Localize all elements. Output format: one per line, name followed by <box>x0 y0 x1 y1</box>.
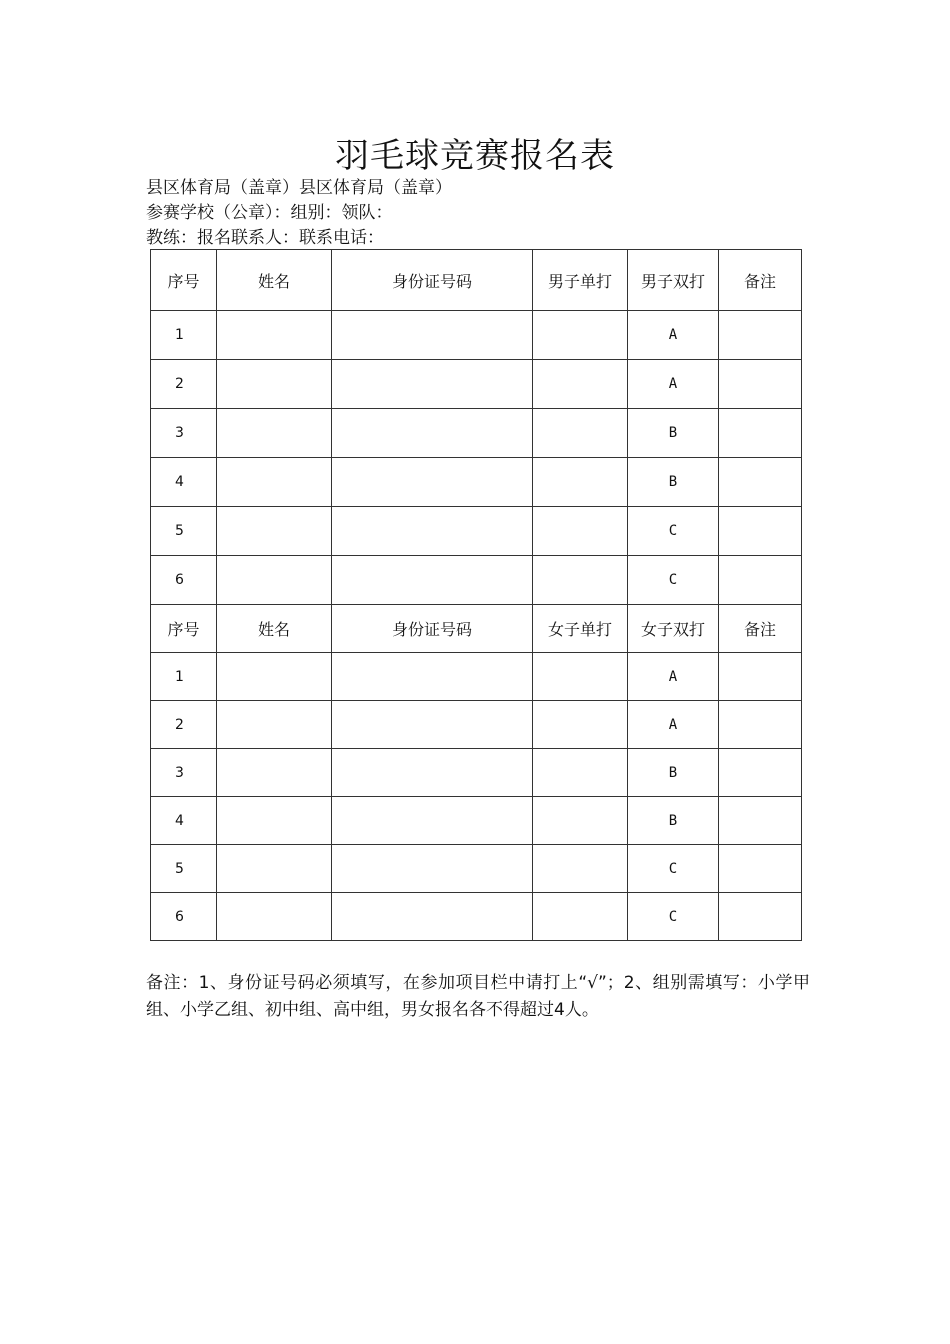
singles-cell[interactable] <box>533 556 628 605</box>
table-row <box>151 701 802 749</box>
row-number: 5 <box>151 845 217 893</box>
table-row <box>151 556 802 605</box>
table-row <box>151 797 802 845</box>
id-number-cell[interactable] <box>332 311 533 360</box>
name-cell[interactable] <box>217 409 332 458</box>
registration-table <box>150 249 802 941</box>
remarks-cell[interactable] <box>719 507 802 556</box>
row-number: 3 <box>151 409 217 458</box>
id-number-cell[interactable] <box>332 893 533 941</box>
id-number-cell[interactable] <box>332 653 533 701</box>
doubles-group-cell[interactable]: C <box>628 507 719 556</box>
doubles-group-cell[interactable]: A <box>628 360 719 409</box>
doubles-group-cell[interactable]: C <box>628 845 719 893</box>
name-cell[interactable] <box>217 360 332 409</box>
table-row <box>151 311 802 360</box>
men-header-row <box>151 250 802 311</box>
remarks-cell[interactable] <box>719 893 802 941</box>
remarks-cell[interactable] <box>719 701 802 749</box>
col-header-name: 姓名 <box>217 605 332 653</box>
header-line-coach: 教练：报名联系人：联系电话： <box>146 228 384 248</box>
table-row <box>151 458 802 507</box>
remarks-cell[interactable] <box>719 311 802 360</box>
doubles-group-cell[interactable]: B <box>628 797 719 845</box>
doubles-group-cell[interactable]: A <box>628 653 719 701</box>
col-header-id-number: 身份证号码 <box>332 250 533 311</box>
singles-cell[interactable] <box>533 458 628 507</box>
id-number-cell[interactable] <box>332 749 533 797</box>
singles-cell[interactable] <box>533 701 628 749</box>
singles-cell[interactable] <box>533 507 628 556</box>
name-cell[interactable] <box>217 749 332 797</box>
singles-cell[interactable] <box>533 311 628 360</box>
remarks-cell[interactable] <box>719 458 802 507</box>
col-header-men-singles: 男子单打 <box>533 250 628 311</box>
row-number: 5 <box>151 507 217 556</box>
id-number-cell[interactable] <box>332 507 533 556</box>
remarks-cell[interactable] <box>719 556 802 605</box>
women-header-row <box>151 605 802 653</box>
singles-cell[interactable] <box>533 845 628 893</box>
name-cell[interactable] <box>217 507 332 556</box>
id-number-cell[interactable] <box>332 409 533 458</box>
row-number: 1 <box>151 311 217 360</box>
id-number-cell[interactable] <box>332 458 533 507</box>
row-number: 2 <box>151 701 217 749</box>
singles-cell[interactable] <box>533 409 628 458</box>
col-header-name: 姓名 <box>217 250 332 311</box>
doubles-group-cell[interactable]: C <box>628 893 719 941</box>
remarks-cell[interactable] <box>719 749 802 797</box>
row-number: 1 <box>151 653 217 701</box>
footnote: 备注：1、身份证号码必须填写，在参加项目栏中请打上“√”；2、组别需填写：小学甲组、小学乙组、初中组、高中组，男女报名各不得超过4人。 <box>146 973 810 1020</box>
singles-cell[interactable] <box>533 797 628 845</box>
table-row <box>151 845 802 893</box>
name-cell[interactable] <box>217 458 332 507</box>
remarks-cell[interactable] <box>719 845 802 893</box>
row-number: 2 <box>151 360 217 409</box>
row-number: 4 <box>151 797 217 845</box>
row-number: 6 <box>151 556 217 605</box>
doubles-group-cell[interactable]: B <box>628 458 719 507</box>
col-header-men-doubles: 男子双打 <box>628 250 719 311</box>
name-cell[interactable] <box>217 653 332 701</box>
name-cell[interactable] <box>217 701 332 749</box>
col-header-no: 序号 <box>151 605 217 653</box>
col-header-remarks: 备注 <box>719 250 802 311</box>
doubles-group-cell[interactable]: B <box>628 409 719 458</box>
row-number: 3 <box>151 749 217 797</box>
table-row <box>151 507 802 556</box>
col-header-women-doubles: 女子双打 <box>628 605 719 653</box>
header-line-school: 参赛学校（公章）：组别：领队： <box>146 203 393 223</box>
id-number-cell[interactable] <box>332 797 533 845</box>
col-header-no: 序号 <box>151 250 217 311</box>
singles-cell[interactable] <box>533 360 628 409</box>
remarks-cell[interactable] <box>719 409 802 458</box>
remarks-cell[interactable] <box>719 360 802 409</box>
page-title: 羽毛球竞赛报名表 <box>335 136 615 176</box>
table-row <box>151 409 802 458</box>
doubles-group-cell[interactable]: B <box>628 749 719 797</box>
doubles-group-cell[interactable]: A <box>628 311 719 360</box>
table-row <box>151 749 802 797</box>
row-number: 4 <box>151 458 217 507</box>
remarks-cell[interactable] <box>719 797 802 845</box>
table-row <box>151 893 802 941</box>
name-cell[interactable] <box>217 311 332 360</box>
doubles-group-cell[interactable]: A <box>628 701 719 749</box>
remarks-cell[interactable] <box>719 653 802 701</box>
col-header-id-number: 身份证号码 <box>332 605 533 653</box>
singles-cell[interactable] <box>533 893 628 941</box>
col-header-remarks: 备注 <box>719 605 802 653</box>
id-number-cell[interactable] <box>332 556 533 605</box>
id-number-cell[interactable] <box>332 701 533 749</box>
singles-cell[interactable] <box>533 749 628 797</box>
name-cell[interactable] <box>217 556 332 605</box>
singles-cell[interactable] <box>533 653 628 701</box>
table-row <box>151 653 802 701</box>
name-cell[interactable] <box>217 893 332 941</box>
name-cell[interactable] <box>217 845 332 893</box>
row-number: 6 <box>151 893 217 941</box>
table-row <box>151 360 802 409</box>
col-header-women-singles: 女子单打 <box>533 605 628 653</box>
id-number-cell[interactable] <box>332 360 533 409</box>
id-number-cell[interactable] <box>332 845 533 893</box>
doubles-group-cell[interactable]: C <box>628 556 719 605</box>
name-cell[interactable] <box>217 797 332 845</box>
header-line-stamp: 县区体育局（盖章）县区体育局（盖章） <box>146 178 452 198</box>
